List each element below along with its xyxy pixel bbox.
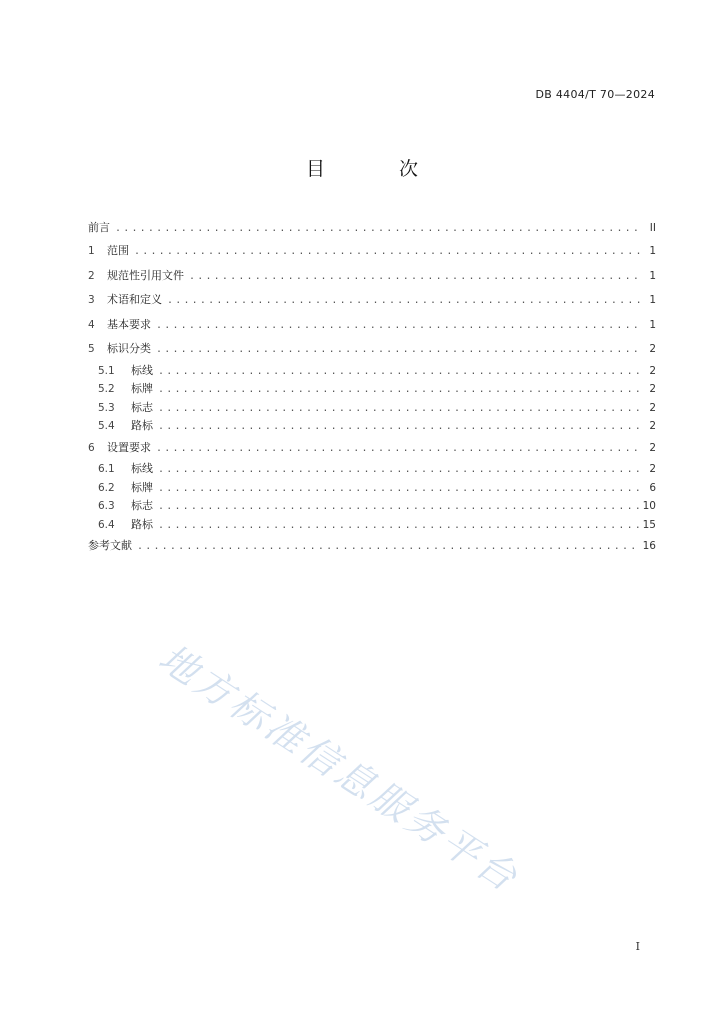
toc-entry[interactable]: [88, 436, 656, 461]
toc-entry-label: 标牌: [131, 382, 153, 395]
toc-entry-label: 标志: [131, 400, 153, 414]
watermark: 地方标准信息服务平台: [151, 635, 528, 902]
toc-entry[interactable]: [88, 362, 656, 381]
toc-entry-label: 标识分类: [107, 342, 151, 355]
toc-entry-label: 前言: [88, 221, 110, 234]
toc-dot-leader: [167, 289, 643, 314]
toc-entry-label: 术语和定义: [107, 293, 162, 306]
toc-entry[interactable]: [88, 337, 656, 362]
toc-entry-label: 标线: [131, 363, 153, 377]
toc-entry-page: 15: [642, 518, 656, 531]
toc-entry-page: 2: [649, 343, 656, 355]
toc-entry[interactable]: [88, 264, 656, 289]
toc-entry[interactable]: [88, 417, 656, 436]
toc-entry-number: 6.1: [98, 463, 115, 475]
toc-dot-leader: [156, 437, 643, 462]
toc-entry[interactable]: [88, 479, 656, 498]
toc-entry-number: 6.3: [98, 500, 115, 512]
toc-entry-page: 1: [649, 245, 656, 257]
toc-dot-leader: [156, 314, 643, 339]
toc-dot-leader: [158, 400, 643, 419]
toc-dot-leader: [158, 418, 643, 437]
toc-entry-label: 标牌: [131, 480, 153, 494]
toc-entry-page: 2: [649, 441, 656, 454]
toc-entry-number: 2: [88, 269, 95, 282]
toc-entry-page: 10: [642, 500, 656, 512]
toc-entry-page: 2: [649, 383, 656, 395]
toc-dot-leader: [137, 535, 640, 560]
toc-entry-number: 4: [88, 318, 95, 331]
toc-entry-page: 2: [649, 420, 656, 432]
toc-entry-number: 5.1: [98, 364, 115, 377]
toc-entry-page: 6: [649, 481, 656, 494]
toc-dot-leader: [115, 218, 643, 240]
toc-entry-label: 规范性引用文件: [107, 268, 184, 282]
toc-entry[interactable]: [88, 516, 656, 535]
toc-entry[interactable]: [88, 288, 656, 313]
toc-entry[interactable]: [88, 380, 656, 399]
toc-entry-number: 5.4: [98, 420, 115, 432]
toc-dot-leader: [156, 338, 643, 363]
page-title: 目 次: [305, 158, 453, 180]
toc-entry-number: 5.3: [98, 401, 115, 414]
toc-entry-page: 1: [649, 318, 656, 331]
toc-entry[interactable]: [88, 399, 656, 418]
table-of-contents: [88, 217, 656, 559]
toc-entry-page: 1: [649, 269, 656, 282]
toc-dot-leader: [158, 480, 643, 499]
toc-entry-label: 范围: [107, 244, 129, 257]
toc-entry[interactable]: [88, 460, 656, 479]
toc-dot-leader: [158, 381, 643, 400]
toc-dot-leader: [158, 517, 640, 536]
toc-entry-label: 路标: [131, 419, 153, 432]
toc-entry-number: 3: [88, 294, 95, 306]
toc-entry-page: 1: [649, 294, 656, 306]
toc-dot-leader: [158, 498, 640, 517]
toc-entry[interactable]: [88, 497, 656, 516]
toc-entry-number: 5: [88, 343, 95, 355]
toc-entry-label: 标志: [131, 499, 153, 512]
standard-code: DB 4404/T 70—2024: [535, 88, 655, 101]
toc-entry-number: 6.2: [98, 481, 115, 494]
toc-entry-number: 1: [88, 245, 95, 257]
toc-entry-number: 6: [88, 441, 95, 454]
toc-dot-leader: [189, 265, 643, 290]
toc-entry[interactable]: [88, 239, 656, 264]
toc-entry[interactable]: [88, 534, 656, 559]
toc-dot-leader: [158, 461, 643, 480]
toc-entry[interactable]: [88, 217, 656, 239]
toc-entry[interactable]: [88, 313, 656, 338]
page-number: I: [635, 940, 640, 953]
toc-entry-page: 2: [649, 463, 656, 475]
toc-entry-page: 2: [649, 364, 656, 377]
toc-entry-label: 路标: [131, 517, 153, 531]
toc-entry-number: 6.4: [98, 518, 115, 531]
toc-entry-page: II: [649, 222, 656, 234]
toc-entry-page: 16: [642, 540, 656, 552]
toc-dot-leader: [158, 363, 643, 382]
toc-entry-page: 2: [649, 401, 656, 414]
toc-entry-label: 标线: [131, 462, 153, 475]
toc-entry-number: 5.2: [98, 383, 115, 395]
toc-entry-label: 设置要求: [107, 440, 151, 454]
toc-dot-leader: [134, 240, 643, 265]
toc-entry-label: 参考文献: [88, 539, 132, 552]
toc-entry-label: 基本要求: [107, 317, 151, 331]
